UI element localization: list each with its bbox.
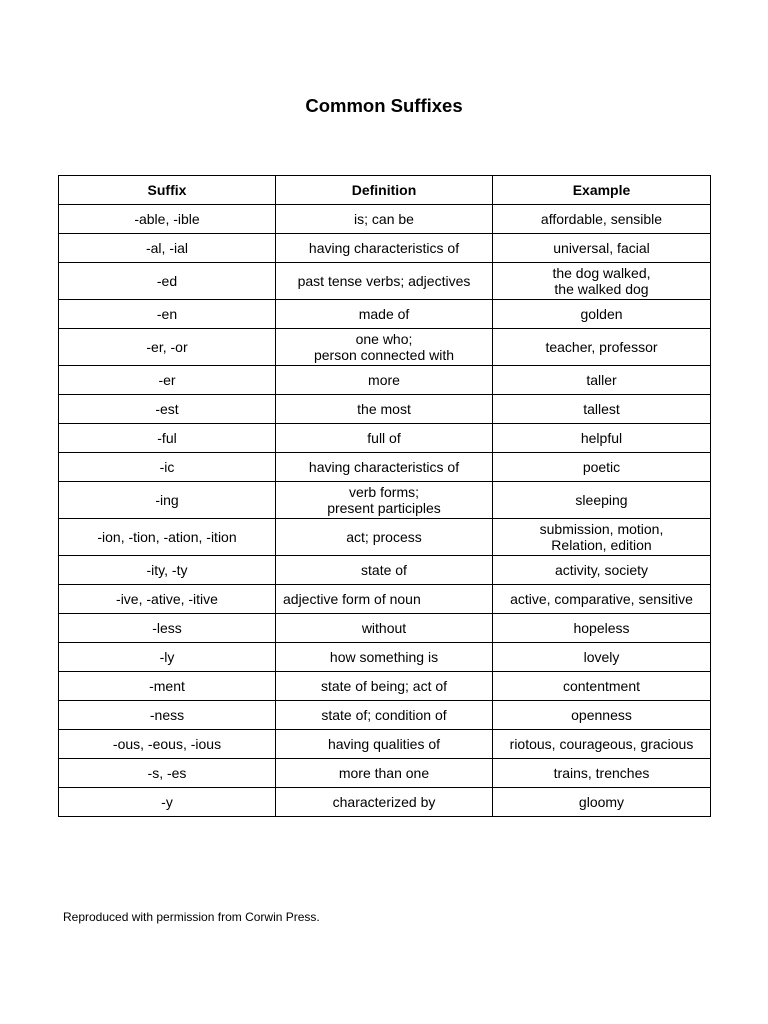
example-line: taller [586, 372, 617, 388]
suffix-cell: -er, -or [59, 329, 276, 366]
example-line: helpful [580, 430, 623, 446]
definition-cell [276, 556, 493, 585]
table-row [59, 556, 711, 585]
suffix-cell: -ive, -ative, -itive [59, 585, 276, 614]
example-line: affordable, sensible [540, 211, 663, 227]
example-cell [493, 730, 711, 759]
suffix-cell: -ed [59, 263, 276, 300]
example-line: sleeping [575, 492, 628, 508]
example-cell [493, 585, 711, 614]
definition-cell [276, 300, 493, 329]
table-row [59, 585, 711, 614]
suffix-cell: -s, -es [59, 759, 276, 788]
definition-cell [276, 329, 493, 366]
example-line: Relation, edition [551, 537, 652, 553]
definition-line: person connected with [313, 347, 455, 363]
example-line: golden [580, 306, 623, 322]
example-line: the dog walked, [552, 265, 651, 281]
definition-cell [276, 366, 493, 395]
example-line: openness [571, 707, 632, 723]
suffix-cell: -ic [59, 453, 276, 482]
table-row [59, 614, 711, 643]
example-line: submission, motion, [539, 521, 664, 537]
definition-line: adjective form of noun [283, 591, 421, 607]
definition-line: act; process [346, 529, 422, 545]
example-line: lovely [583, 649, 620, 665]
example-cell [493, 788, 711, 817]
suffix-cell: -est [59, 395, 276, 424]
table-row [59, 730, 711, 759]
definition-line: present participles [327, 500, 441, 516]
table-row [59, 263, 711, 300]
example-cell [493, 263, 711, 300]
definition-line: how something is [329, 649, 439, 665]
definition-cell [276, 519, 493, 556]
example-line: teacher, professor [545, 339, 658, 355]
column-header-example: Example [493, 176, 711, 205]
definition-line: the most [357, 401, 411, 417]
example-line: universal, facial [553, 240, 650, 256]
example-line: active, comparative, sensitive [510, 591, 693, 607]
definition-line: more [368, 372, 400, 388]
definition-cell [276, 701, 493, 730]
example-cell [493, 701, 711, 730]
definition-cell [276, 585, 493, 614]
suffix-cell: -en [59, 300, 276, 329]
suffix-table [58, 175, 711, 817]
definition-cell [276, 395, 493, 424]
suffix-cell: -ful [59, 424, 276, 453]
table-row [59, 234, 711, 263]
suffix-cell: -al, -ial [59, 234, 276, 263]
table-row [59, 672, 711, 701]
example-line: the walked dog [554, 281, 649, 297]
example-cell [493, 234, 711, 263]
table-body [59, 205, 711, 817]
example-line: activity, society [554, 562, 649, 578]
table-row [59, 519, 711, 556]
example-cell [493, 395, 711, 424]
suffix-cell: -ly [59, 643, 276, 672]
table-row [59, 788, 711, 817]
example-cell [493, 205, 711, 234]
definition-line: state of being; act of [320, 678, 448, 694]
suffix-cell: -ion, -tion, -ation, -ition [59, 519, 276, 556]
page-title: Common Suffixes [305, 95, 463, 116]
definition-line: having characteristics of [308, 459, 460, 475]
definition-line: having qualities of [327, 736, 441, 752]
definition-line: state of; condition of [321, 707, 447, 723]
definition-line: having characteristics of [308, 240, 460, 256]
suffix-cell: -ness [59, 701, 276, 730]
example-cell [493, 424, 711, 453]
definition-line: full of [367, 430, 401, 446]
suffix-cell: -less [59, 614, 276, 643]
example-cell [493, 366, 711, 395]
table-row [59, 395, 711, 424]
table-row [59, 759, 711, 788]
example-cell [493, 672, 711, 701]
definition-line: verb forms; [348, 484, 419, 500]
definition-cell [276, 788, 493, 817]
suffix-cell: -er [59, 366, 276, 395]
suffix-cell: -able, -ible [59, 205, 276, 234]
table-row [59, 366, 711, 395]
example-cell [493, 556, 711, 585]
example-line: tallest [583, 401, 620, 417]
definition-line: past tense verbs; adjectives [297, 273, 471, 289]
definition-cell [276, 205, 493, 234]
example-line: gloomy [578, 794, 625, 810]
definition-line: more than one [338, 765, 430, 781]
table-row [59, 643, 711, 672]
definition-cell [276, 263, 493, 300]
definition-line: without [361, 620, 407, 636]
example-line: contentment [562, 678, 641, 694]
table-header-row [59, 176, 711, 205]
example-cell [493, 300, 711, 329]
suffix-cell: -ment [59, 672, 276, 701]
definition-line: state of [361, 562, 407, 578]
definition-cell [276, 453, 493, 482]
definition-cell [276, 614, 493, 643]
definition-cell [276, 730, 493, 759]
suffix-cell: -y [59, 788, 276, 817]
definition-line: one who; [355, 331, 413, 347]
column-header-suffix: Suffix [59, 176, 276, 205]
example-cell [493, 614, 711, 643]
example-line: trains, trenches [553, 765, 650, 781]
example-cell [493, 519, 711, 556]
table-row [59, 329, 711, 366]
column-header-definition: Definition [276, 176, 493, 205]
example-cell [493, 759, 711, 788]
table-row [59, 424, 711, 453]
table-row [59, 482, 711, 519]
table-row [59, 453, 711, 482]
definition-cell [276, 234, 493, 263]
suffix-cell: -ous, -eous, -ious [59, 730, 276, 759]
definition-cell [276, 643, 493, 672]
definition-cell [276, 672, 493, 701]
example-line: poetic [582, 459, 621, 475]
suffix-cell: -ity, -ty [59, 556, 276, 585]
example-line: hopeless [573, 620, 630, 636]
definition-line: made of [358, 306, 410, 322]
table-row [59, 205, 711, 234]
definition-cell [276, 759, 493, 788]
definition-cell [276, 424, 493, 453]
table-row [59, 701, 711, 730]
definition-cell [276, 482, 493, 519]
definition-line: is; can be [354, 211, 414, 227]
example-cell [493, 329, 711, 366]
suffix-cell: -ing [59, 482, 276, 519]
example-line: riotous, courageous, gracious [509, 736, 694, 752]
table-row [59, 300, 711, 329]
example-cell [493, 453, 711, 482]
permission-note: Reproduced with permission from Corwin Press. [63, 910, 320, 924]
example-cell [493, 482, 711, 519]
definition-line: characterized by [332, 794, 436, 810]
example-cell [493, 643, 711, 672]
